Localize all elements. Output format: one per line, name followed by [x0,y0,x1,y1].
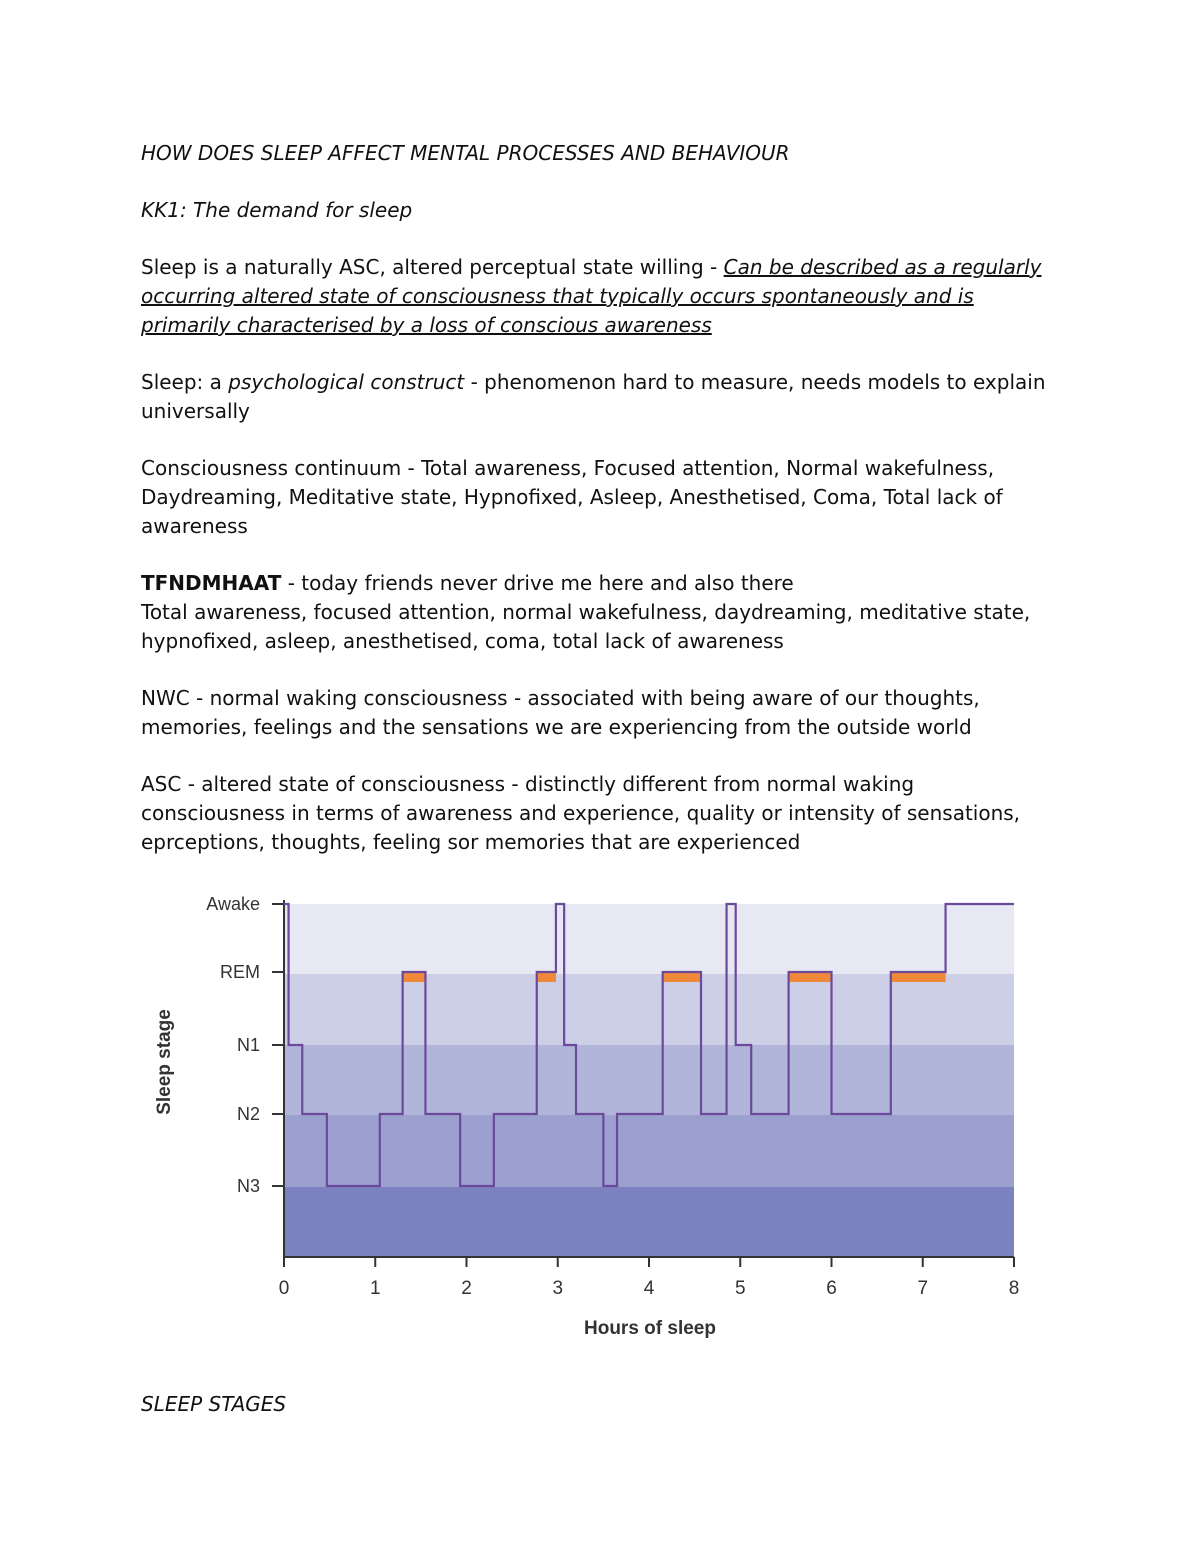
rem-period-0 [403,972,426,982]
rem-period-2 [663,972,701,982]
mnemonic-phrase: - today friends never drive me here and also there [281,571,794,595]
x-tick-label-6: 6 [826,1278,837,1299]
y-axis-label: Sleep stage [154,1009,175,1115]
y-tick-label-N2: N2 [236,1104,260,1124]
construct-suffix: - phenomenon hard to measure, needs models to explain universally [141,370,1046,423]
x-tick-label-7: 7 [917,1278,929,1299]
band-3 [284,1115,1014,1187]
page-title: HOW DOES SLEEP AFFECT MENTAL PROCESSES AND BEHAVIOUR [141,141,790,165]
band-0 [284,904,1014,974]
asc-paragraph: ASC - altered state of consciousness - distinctly different from normal waking consciousness in terms of awareness and experience, quality or intensity of sensations, eprceptions, thoughts, feeling sor memories that are experienced [141,772,1021,854]
band-1 [284,974,1014,1045]
band-4 [284,1187,1014,1257]
hypnogram-chart [140,885,1040,1355]
nwc-paragraph: NWC - normal waking consciousness - associated with being aware of our thoughts, memories, feelings and the sensations we are experiencing from the outside world [141,686,980,739]
x-tick-label-2: 2 [461,1278,472,1299]
sleep-definition-underlined: Can be described as a regularly occurring altered state of consciousness that typically occurs spontaneously and is primarily characterised by a loss of conscious awareness [141,255,1042,337]
rem-period-3 [789,972,832,982]
construct-term: psychological construct [228,370,465,394]
construct-paragraph [141,368,1061,426]
mnemonic-expansion: Total awareness, focused attention, normal wakefulness, daydreaming, meditative state, hypnofixed, asleep, anesthetised, coma, total lack of awareness [141,600,1031,653]
y-tick-label-REM: REM [220,962,260,982]
x-tick-label-8: 8 [1008,1278,1020,1299]
sleep-definition-plain: Sleep is a naturally ASC, altered perceptual state willing - [141,255,724,279]
section-heading-sleep-stages: SLEEP STAGES [141,1392,287,1416]
sleep-definition [141,253,1061,340]
x-tick-label-4: 4 [643,1278,655,1299]
construct-prefix: Sleep: a [141,370,229,394]
mnemonic-acronym: TFNDMHAAT [141,571,282,595]
x-tick-label-5: 5 [734,1278,746,1299]
y-tick-label-N1: N1 [236,1035,260,1055]
x-tick-label-1: 1 [369,1278,381,1299]
mnemonic-paragraph [141,569,1061,598]
document-body [141,139,1061,857]
rem-period-1 [537,972,556,982]
continuum-paragraph: Consciousness continuum - Total awareness, Focused attention, Normal wakefulness, Daydreaming, Meditative state, Hypnofixed, Asleep, Anesthetised, Coma, Total lack of awareness [141,456,1003,538]
x-tick-label-0: 0 [278,1278,290,1299]
kk1-heading: KK1: The demand for sleep [141,198,413,222]
band-2 [284,1045,1014,1115]
x-axis-label: Hours of sleep [584,1318,716,1339]
x-tick-label-3: 3 [552,1278,564,1299]
y-tick-label-N3: N3 [236,1176,260,1196]
y-tick-label-Awake: Awake [206,894,260,914]
rem-period-4 [891,972,946,982]
